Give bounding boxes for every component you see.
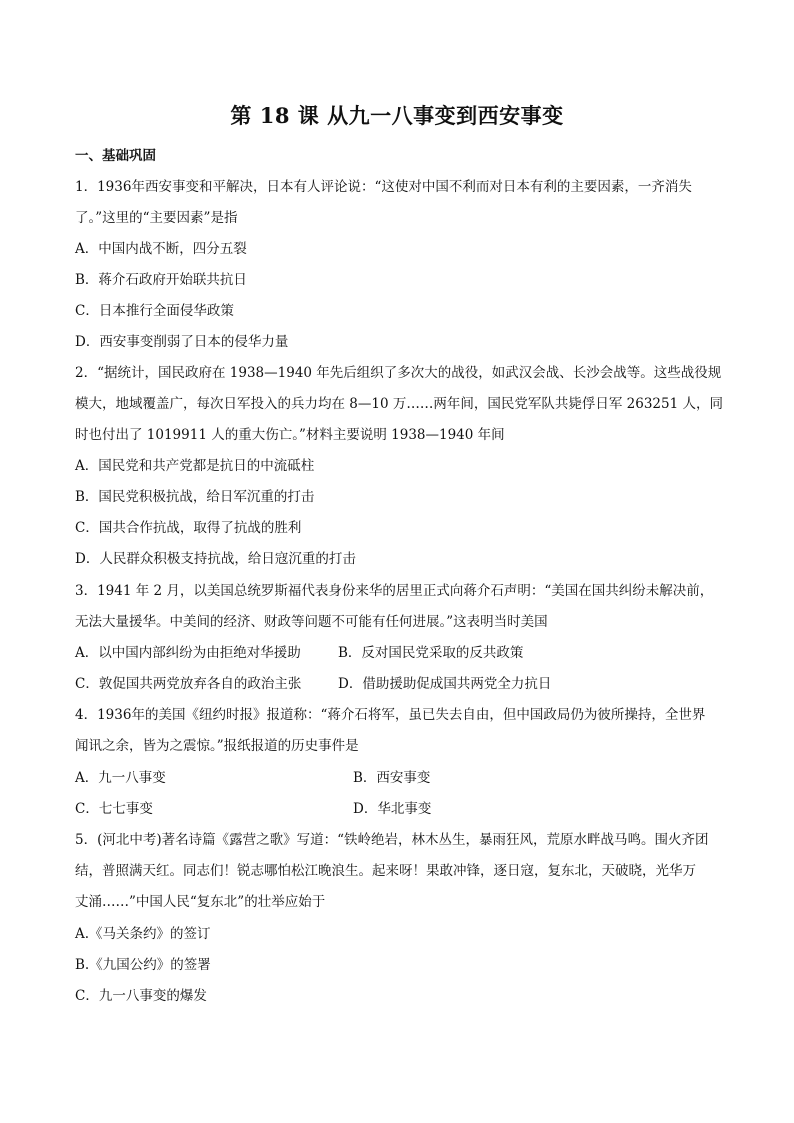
question-2-option-c: C．国共合作抗战，取得了抗战的胜利 <box>75 520 302 536</box>
question-5-text-line-1: 5．(河北中考)著名诗篇《露营之歌》写道：“铁岭绝岩，林木丛生，暴雨狂风，荒原水畔战马鸣。围火齐团 <box>75 832 709 848</box>
page-title: 第 18 课 从九一八事变到西安事变 <box>230 103 564 128</box>
question-1-text-line-2: 了。”这里的“主要因素”是指 <box>75 210 238 226</box>
question-1-text-line-1: 1．1936年西安事变和平解决，日本有人评论说：“这使对中国不利而对日本有利的主要因素，一齐消失 <box>75 179 692 195</box>
question-4-text-line-2: 闻讯之余，皆为之震惊。”报纸报道的历史事件是 <box>75 738 359 754</box>
question-2-option-d: D．人民群众积极支持抗战，给日寇沉重的打击 <box>75 551 356 567</box>
question-1-option-a: A．中国内战不断，四分五裂 <box>75 241 247 257</box>
question-2-text-line-3: 时也付出了 1019911 人的重大伤亡。”材料主要说明 1938—1940 年间 <box>75 427 505 443</box>
question-1-option-c: C．日本推行全面侵华政策 <box>75 303 234 319</box>
question-5-text-line-3: 丈涌……”中国人民“复东北”的壮举应始于 <box>75 894 326 910</box>
question-4-option-d: D．华北事变 <box>353 801 432 817</box>
question-3-option-a: A．以中国内部纠纷为由拒绝对华援助 <box>75 645 301 661</box>
question-4-option-b: B．西安事变 <box>353 770 431 786</box>
question-3-option-d: D．借助援助促成国共两党全力抗日 <box>338 676 552 692</box>
question-3-text-line-1: 3．1941 年 2 月，以美国总统罗斯福代表身份来华的居里正式向蒋介石声明：“美国在国共纠纷未解决前， <box>75 583 714 599</box>
question-1-option-d: D．西安事变削弱了日本的侵华力量 <box>75 334 289 350</box>
question-5-option-b: B.《九国公约》的签署 <box>75 957 211 973</box>
question-2-text-line-1: 2．“据统计，国民政府在 1938—1940 年先后组织了多次大的战役，如武汉会战、长沙会战等。这些战役规 <box>75 365 722 381</box>
question-4-option-a: A．九一八事变 <box>75 770 166 786</box>
question-2-text-line-2: 模大，地域覆盖广，每次日军投入的兵力均在 8—10 万……两年间，国民党军队共毙俘日军 263251 人，同 <box>75 396 723 412</box>
question-1-option-b: B．蒋介石政府开始联共抗日 <box>75 272 247 288</box>
question-5-option-a: A.《马关条约》的签订 <box>75 926 211 942</box>
question-3-option-c: C．敦促国共两党放弃各自的政治主张 <box>75 676 302 692</box>
section-heading: 一、基础巩固 <box>75 148 156 164</box>
question-4-text-line-1: 4．1936年的美国《纽约时报》报道称：“蒋介石将军，虽已失去自由，但中国政局仍为彼所操持，全世界 <box>75 707 706 723</box>
question-5-text-line-2: 结，普照满天红。同志们！锐志哪怕松江晚浪生。起来呀！果敢冲锋，逐日寇，复东北，天破晓，光华万 <box>75 863 696 879</box>
question-4-option-c: C．七七事变 <box>75 801 153 817</box>
question-3-option-b: B．反对国民党采取的反共政策 <box>338 645 524 661</box>
question-5-option-c: C．九一八事变的爆发 <box>75 988 207 1004</box>
question-3-text-line-2: 无法大量援华。中美间的经济、财政等问题不可能有任何进展。”这表明当时美国 <box>75 614 548 630</box>
question-2-option-a: A．国民党和共产党都是抗日的中流砥柱 <box>75 458 315 474</box>
question-2-option-b: B．国民党积极抗战，给日军沉重的打击 <box>75 489 315 505</box>
